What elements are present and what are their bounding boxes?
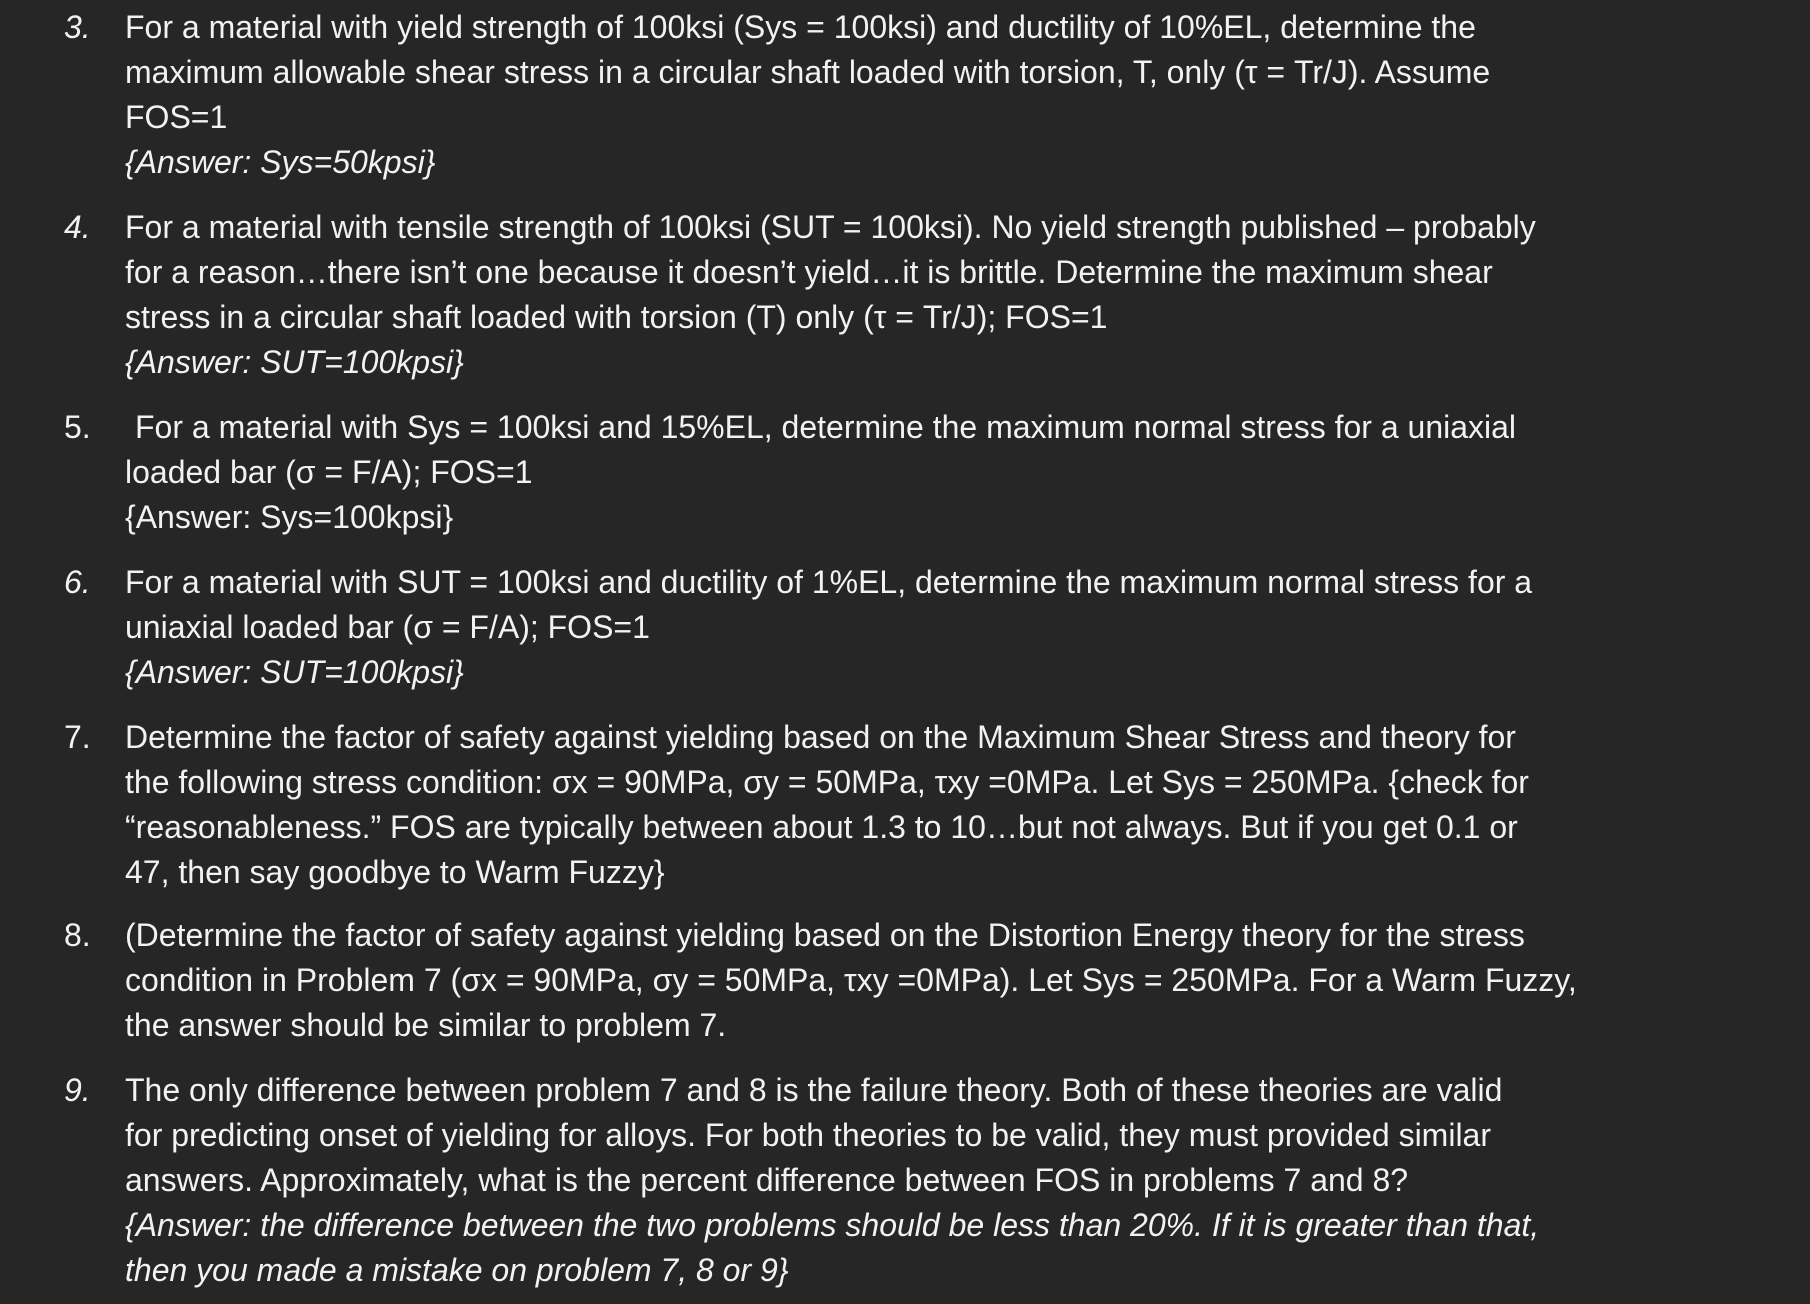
- problem-answer: {Answer: SUT=100kpsi}: [125, 654, 464, 690]
- problem-text-line: For a material with SUT = 100ksi and ductility of 1%EL, determine the maximum normal stress for a: [125, 564, 1533, 600]
- problem-number: 4.: [64, 209, 91, 245]
- problem-text-line: for a reason…there isn’t one because it doesn’t yield…it is brittle. Determine the maximum shear: [125, 254, 1493, 290]
- problem-text-line: For a material with tensile strength of 100ksi (SUT = 100ksi). No yield strength published – probably: [125, 209, 1536, 245]
- problem-answer: {Answer: SUT=100kpsi}: [125, 344, 464, 380]
- problem-text-line: The only difference between problem 7 and 8 is the failure theory. Both of these theories are valid: [125, 1072, 1503, 1108]
- problem-number: 6.: [64, 564, 91, 600]
- problem-number: 8.: [64, 917, 91, 953]
- problem-text-line: the following stress condition: σx = 90MPa, σy = 50MPa, τxy =0MPa. Let Sys = 250MPa. {check for: [125, 764, 1529, 800]
- problem-text-line: (Determine the factor of safety against yielding based on the Distortion Energy theory for the stress: [125, 917, 1525, 953]
- problem-text-line: for predicting onset of yielding for alloys. For both theories to be valid, they must provided similar: [125, 1117, 1491, 1153]
- problem-text-line: 47, then say goodbye to Warm Fuzzy}: [125, 854, 665, 890]
- problem-text-line: loaded bar (σ = F/A); FOS=1: [125, 454, 533, 490]
- problem-text-line: FOS=1: [125, 99, 228, 135]
- problem-number: 9.: [64, 1072, 91, 1108]
- problem-number: 7.: [64, 719, 91, 755]
- problem-text-line: stress in a circular shaft loaded with torsion (T) only (τ = Tr/J); FOS=1: [125, 299, 1108, 335]
- problem-text-line: the answer should be similar to problem 7.: [125, 1007, 727, 1043]
- problem-text-line: maximum allowable shear stress in a circular shaft loaded with torsion, T, only (τ = Tr/J). Assume: [125, 54, 1491, 90]
- problem-number: 5.: [64, 409, 91, 445]
- problem-answer: {Answer: Sys=100kpsi}: [125, 499, 454, 535]
- problem-text-line: Determine the factor of safety against yielding based on the Maximum Shear Stress and theory for: [125, 719, 1516, 755]
- problem-text-line: uniaxial loaded bar (σ = F/A); FOS=1: [125, 609, 650, 645]
- problem-answer: {Answer: Sys=50kpsi}: [125, 144, 436, 180]
- problem-text-line: condition in Problem 7 (σx = 90MPa, σy = 50MPa, τxy =0MPa). Let Sys = 250MPa. For a Warm Fuzzy,: [125, 962, 1577, 998]
- problem-text-line: For a material with Sys = 100ksi and 15%EL, determine the maximum normal stress for a uniaxial: [135, 409, 1517, 445]
- problem-answer: {Answer: the difference between the two problems should be less than 20%. If it is greater than that,: [125, 1207, 1540, 1243]
- problem-text-line: “reasonableness.” FOS are typically between about 1.3 to 10…but not always. But if you get 0.1 or: [125, 809, 1518, 845]
- problem-text-line: For a material with yield strength of 100ksi (Sys = 100ksi) and ductility of 10%EL, determine the: [125, 9, 1476, 45]
- problem-answer: then you made a mistake on problem 7, 8 or 9}: [125, 1252, 789, 1288]
- problem-text-line: answers. Approximately, what is the percent difference between FOS in problems 7 and 8?: [125, 1162, 1409, 1198]
- problem-number: 3.: [64, 9, 91, 45]
